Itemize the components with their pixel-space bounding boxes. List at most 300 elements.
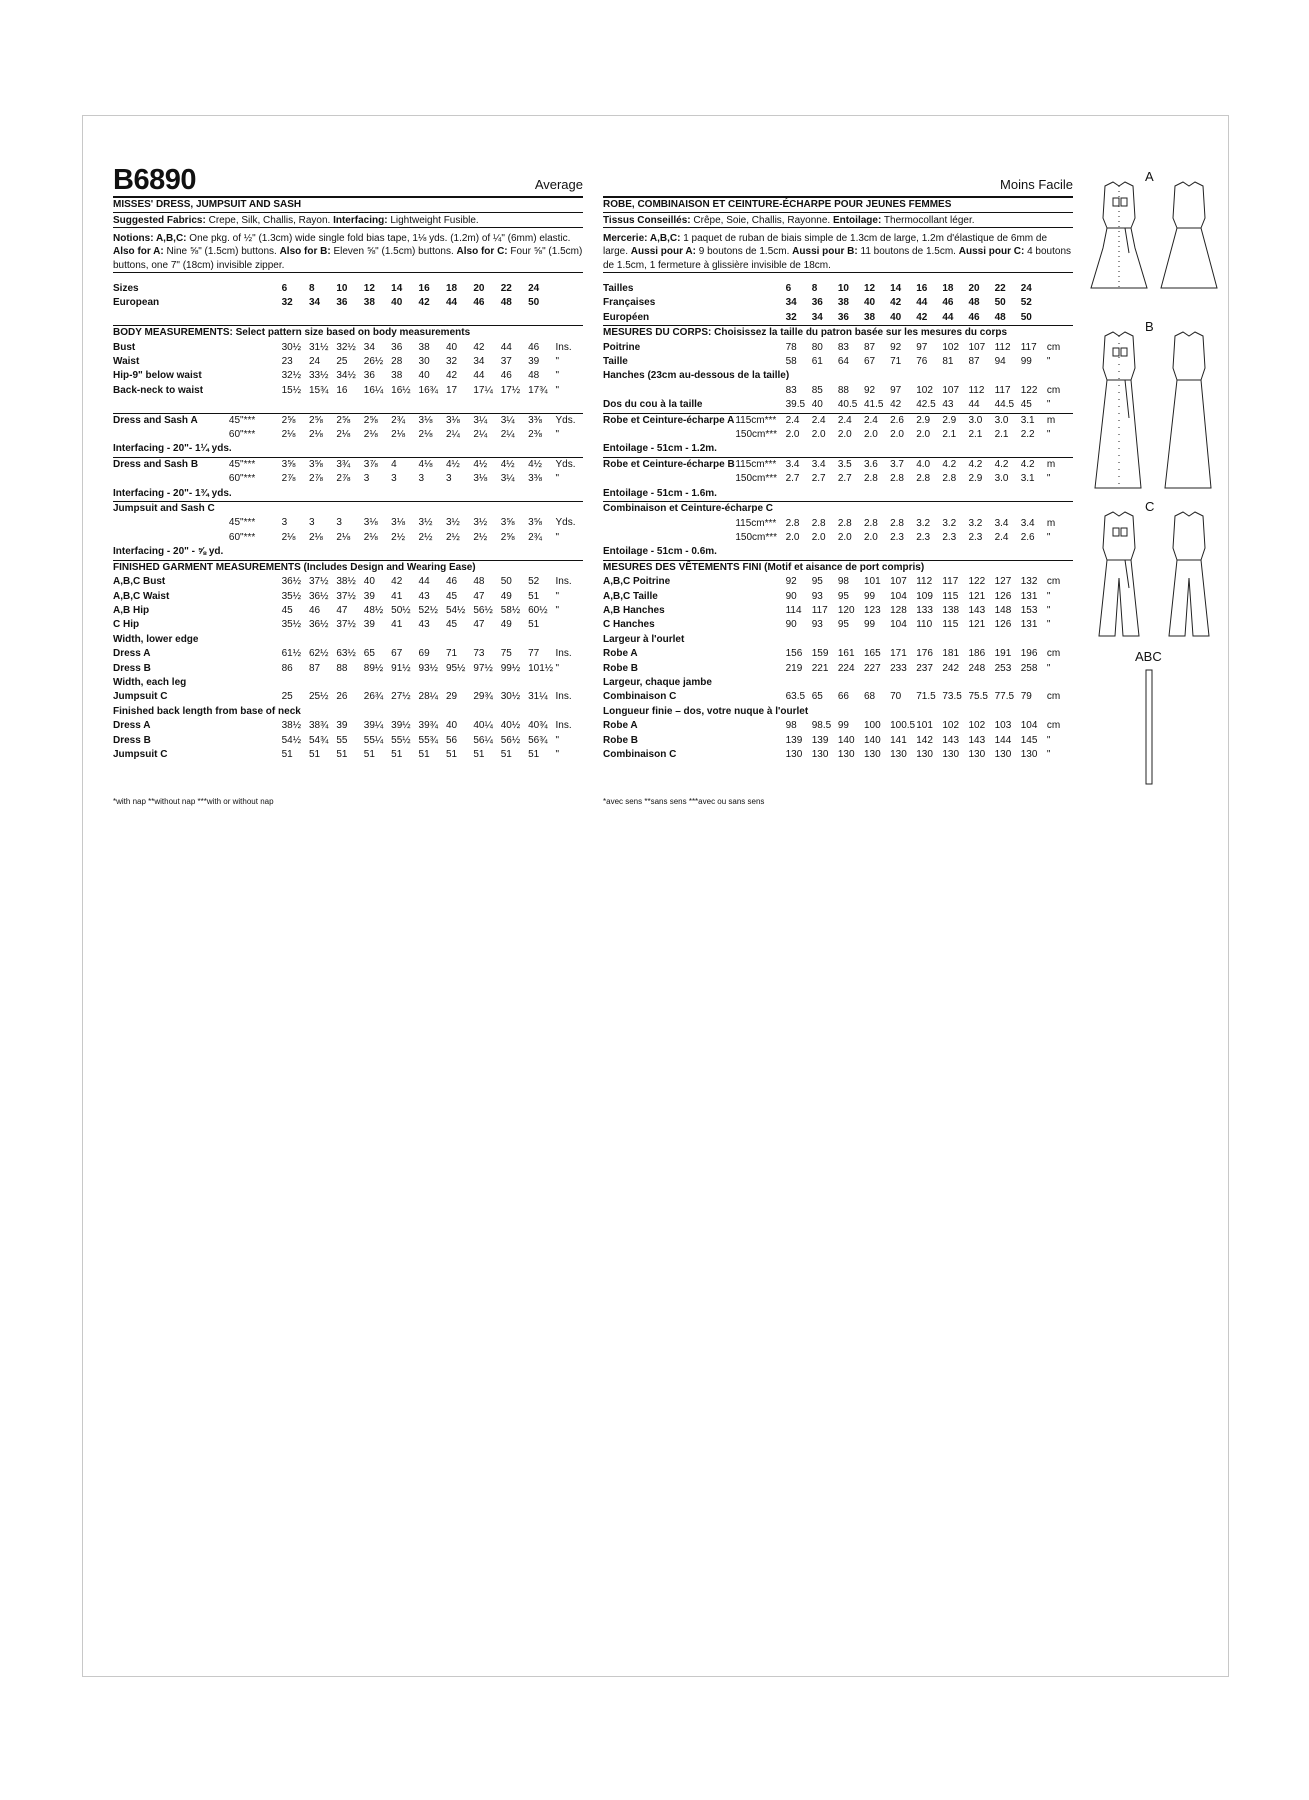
table-cell: 126 bbox=[994, 619, 1012, 631]
table-cell: 87 bbox=[863, 341, 876, 353]
table-cell: 10 bbox=[336, 283, 348, 294]
table-cell: 3 bbox=[336, 517, 342, 529]
table-row bbox=[603, 633, 1073, 647]
row-label: Jumpsuit C bbox=[113, 691, 168, 703]
table-cell: 88 bbox=[837, 384, 849, 396]
table-cell: 99 bbox=[837, 720, 849, 732]
row-unit: " bbox=[555, 473, 560, 485]
row-fabric-width bbox=[735, 341, 785, 355]
row-label: Dress A bbox=[113, 720, 151, 732]
row-unit: " bbox=[1046, 531, 1051, 543]
row-fabric-width bbox=[735, 282, 785, 296]
row-unit: cm bbox=[1046, 720, 1061, 732]
table-row bbox=[113, 369, 583, 383]
row-label: Dress and Sash A bbox=[113, 414, 198, 426]
table-cell: 2⅛ bbox=[391, 429, 406, 441]
table-cell: 49 bbox=[500, 619, 512, 631]
table-cell: 2.0 bbox=[811, 531, 826, 543]
row-fabric-width bbox=[735, 355, 785, 369]
table-row bbox=[113, 618, 583, 632]
table-cell: 38½ bbox=[336, 576, 356, 588]
table-cell: 4.2 bbox=[994, 458, 1009, 470]
table-cell: 58 bbox=[785, 356, 797, 368]
table-cell: 36 bbox=[336, 297, 348, 309]
row-unit: cm bbox=[1046, 648, 1061, 660]
table-cell: 43 bbox=[418, 590, 430, 602]
table-cell: 26½ bbox=[363, 356, 384, 368]
table-cell: 3.4 bbox=[785, 458, 800, 470]
table-cell: 2.0 bbox=[916, 429, 931, 441]
table-cell: 15½ bbox=[281, 384, 302, 396]
row-unit bbox=[556, 296, 584, 310]
row-label: FINISHED GARMENT MEASUREMENTS (Includes Design and Wearing Ease) bbox=[113, 561, 476, 573]
english-size-table bbox=[113, 282, 583, 762]
table-cell: 44 bbox=[500, 341, 512, 353]
english-also-c-text: Four ⅝" (1.5cm) buttons, one 7" (18cm) invisible zipper. bbox=[113, 246, 583, 271]
table-cell: 2⅞ bbox=[336, 473, 351, 485]
table-cell: 47 bbox=[473, 590, 485, 602]
row-label: Hip-9" below waist bbox=[113, 370, 202, 382]
table-cell: 94 bbox=[994, 356, 1006, 368]
table-row bbox=[113, 413, 583, 428]
table-cell: 73 bbox=[473, 648, 485, 660]
row-fabric-width bbox=[735, 647, 785, 661]
row-fabric-width bbox=[735, 748, 785, 762]
table-cell: 237 bbox=[916, 662, 933, 674]
table-cell: 52½ bbox=[418, 604, 439, 616]
table-cell: 67 bbox=[863, 356, 876, 368]
row-unit: Ins. bbox=[555, 720, 572, 732]
table-row bbox=[603, 545, 1073, 560]
table-row bbox=[603, 690, 1073, 704]
table-cell: 3⅝ bbox=[500, 517, 515, 529]
table-cell: 95 bbox=[837, 619, 849, 631]
table-cell: 3.1 bbox=[1020, 473, 1035, 485]
table-cell: 16 bbox=[336, 384, 348, 396]
table-cell: 64 bbox=[837, 356, 849, 368]
table-cell: 16 bbox=[418, 283, 430, 294]
table-cell: 3¾ bbox=[336, 458, 351, 470]
row-unit: " bbox=[1046, 473, 1051, 485]
row-unit: " bbox=[1046, 429, 1051, 441]
table-row bbox=[603, 705, 1073, 719]
table-cell: 2⅛ bbox=[281, 429, 296, 441]
row-unit bbox=[556, 282, 584, 296]
table-row bbox=[113, 604, 583, 618]
table-cell: 221 bbox=[811, 662, 829, 674]
table-cell: 51 bbox=[336, 748, 348, 760]
table-cell: 36 bbox=[837, 311, 849, 323]
row-fabric-width bbox=[735, 719, 785, 733]
table-cell: 2.8 bbox=[785, 517, 800, 529]
row-unit: " bbox=[555, 748, 560, 760]
row-label: Robe et Ceinture-écharpe A bbox=[603, 414, 735, 426]
row-label bbox=[603, 384, 735, 398]
table-cell: 77 bbox=[528, 648, 540, 660]
table-cell: 69 bbox=[418, 648, 430, 660]
table-cell: 2.0 bbox=[785, 531, 800, 543]
table-cell: 16¾ bbox=[418, 384, 439, 396]
table-cell: 126 bbox=[994, 590, 1012, 602]
row-label: Waist bbox=[113, 356, 140, 368]
table-cell: 55½ bbox=[391, 734, 411, 746]
table-cell: 32 bbox=[445, 356, 458, 368]
table-row bbox=[113, 326, 583, 341]
table-cell: 253 bbox=[994, 662, 1012, 674]
table-cell: 2.6 bbox=[890, 414, 904, 426]
sketch-label-c: C bbox=[1145, 499, 1155, 514]
table-cell: 37 bbox=[500, 356, 512, 368]
table-row bbox=[113, 545, 583, 560]
row-unit: " bbox=[1046, 734, 1051, 746]
table-cell: 2.6 bbox=[1020, 531, 1035, 543]
table-cell: 45 bbox=[281, 604, 293, 616]
table-cell: 148 bbox=[994, 604, 1012, 616]
table-cell: 2.8 bbox=[890, 473, 904, 485]
row-label bbox=[603, 517, 735, 531]
row-fabric-width: 60"*** bbox=[228, 531, 256, 543]
table-cell: 2.2 bbox=[1020, 429, 1035, 441]
table-row bbox=[603, 341, 1073, 355]
table-cell: 143 bbox=[968, 734, 986, 746]
row-label: Finished back length from base of neck bbox=[113, 705, 301, 717]
table-cell: 83 bbox=[785, 384, 797, 396]
table-cell: 54¾ bbox=[308, 734, 329, 746]
table-cell: 87 bbox=[308, 662, 321, 674]
table-cell: 56½ bbox=[473, 604, 493, 616]
row-unit: m bbox=[1046, 458, 1056, 470]
row-fabric-width bbox=[229, 690, 282, 704]
french-notions-label: Mercerie: A,B,C: bbox=[603, 233, 681, 244]
table-cell: 15¾ bbox=[308, 384, 329, 396]
table-cell: 2.3 bbox=[942, 531, 957, 543]
english-notions-text: One pkg. of ½" (1.3cm) wide single fold bias tape, 1⅛ yds. (1.2m) of ¼" (6mm) elastic. bbox=[189, 233, 571, 244]
table-cell: 165 bbox=[863, 648, 881, 660]
table-cell: 41.5 bbox=[863, 399, 884, 411]
table-cell: 48 bbox=[473, 576, 485, 588]
english-fabrics-label: Suggested Fabrics: bbox=[113, 215, 206, 226]
table-cell: 50½ bbox=[391, 604, 411, 616]
table-cell: 104 bbox=[890, 590, 907, 602]
table-row bbox=[113, 516, 583, 530]
french-also-c-text: 4 boutons de 1.5cm, 1 fermeture à glissière invisible de 18cm. bbox=[603, 246, 1072, 271]
table-cell: 114 bbox=[785, 604, 802, 616]
table-cell: 20 bbox=[968, 283, 980, 294]
table-row bbox=[113, 502, 583, 517]
row-unit: " bbox=[1046, 399, 1051, 411]
french-fabrics-label: Tissus Conseillés: bbox=[603, 215, 691, 226]
table-cell: 2⅛ bbox=[281, 531, 296, 543]
table-row bbox=[603, 604, 1073, 618]
table-cell: 143 bbox=[942, 734, 960, 746]
table-row bbox=[603, 487, 1073, 502]
table-cell: 34 bbox=[811, 311, 823, 323]
table-cell: 130 bbox=[994, 749, 1012, 760]
table-cell: 3.4 bbox=[811, 458, 826, 470]
table-cell: 40.5 bbox=[837, 399, 858, 411]
table-cell: 46 bbox=[500, 370, 512, 382]
table-cell: 45 bbox=[445, 619, 458, 631]
table-cell: 95 bbox=[811, 576, 823, 588]
table-row bbox=[113, 590, 583, 604]
row-label: BODY MEASUREMENTS: Select pattern size based on body measurements bbox=[113, 327, 471, 339]
table-row bbox=[603, 748, 1073, 762]
table-cell: 145 bbox=[1020, 734, 1038, 746]
table-cell: 2.7 bbox=[837, 473, 852, 485]
table-cell: 130 bbox=[863, 749, 881, 760]
table-cell: 79 bbox=[1020, 691, 1032, 703]
table-cell: 91½ bbox=[391, 662, 411, 674]
table-cell: 48 bbox=[994, 311, 1006, 323]
table-cell: 248 bbox=[968, 662, 986, 674]
row-label: Entoilage - 51cm - 1.6m. bbox=[603, 487, 717, 499]
table-cell: 40 bbox=[863, 297, 876, 309]
table-cell: 4.2 bbox=[968, 458, 983, 470]
table-cell: 100.5 bbox=[890, 720, 916, 732]
row-fabric-width bbox=[735, 590, 785, 604]
table-cell: 17½ bbox=[500, 384, 521, 396]
table-cell: 50 bbox=[1020, 311, 1032, 323]
table-cell: 26¾ bbox=[363, 691, 384, 703]
table-cell: 17¼ bbox=[473, 384, 493, 396]
table-cell: 32 bbox=[281, 297, 293, 309]
row-unit: " bbox=[555, 531, 560, 543]
table-cell: 89½ bbox=[363, 662, 384, 674]
row-label: A,B,C Poitrine bbox=[603, 576, 671, 588]
table-cell: 86 bbox=[281, 662, 293, 674]
table-row bbox=[113, 311, 583, 326]
table-cell: 40 bbox=[890, 311, 902, 323]
table-cell: 120 bbox=[837, 604, 855, 616]
table-cell: 12 bbox=[863, 283, 876, 294]
table-cell: 104 bbox=[890, 619, 907, 631]
table-cell: 71 bbox=[445, 648, 458, 660]
table-cell: 2.1 bbox=[968, 429, 983, 441]
table-cell: 131 bbox=[1020, 590, 1038, 602]
table-cell: 2⅝ bbox=[500, 531, 515, 543]
table-cell: 2.4 bbox=[837, 414, 852, 426]
table-cell: 3⅛ bbox=[445, 414, 460, 426]
table-cell: 54½ bbox=[281, 734, 302, 746]
table-cell: 2¼ bbox=[445, 429, 460, 441]
row-label: Françaises bbox=[603, 297, 656, 309]
table-cell: 3⅛ bbox=[473, 473, 488, 485]
english-header bbox=[113, 165, 583, 195]
table-cell: 98 bbox=[837, 576, 849, 588]
table-cell: 3 bbox=[445, 473, 452, 485]
table-cell: 30 bbox=[418, 356, 430, 368]
table-cell: 130 bbox=[837, 749, 855, 760]
table-cell: 40 bbox=[391, 297, 403, 309]
table-cell: 4½ bbox=[473, 458, 488, 470]
table-cell: 3.0 bbox=[994, 473, 1009, 485]
table-cell: 17 bbox=[445, 384, 458, 396]
french-also-c-label: Aussi pour C: bbox=[958, 246, 1025, 258]
row-unit: " bbox=[1046, 604, 1051, 616]
row-unit: cm bbox=[1046, 341, 1061, 353]
table-row bbox=[603, 428, 1073, 442]
row-label bbox=[113, 472, 229, 486]
table-cell: 61 bbox=[811, 356, 823, 368]
row-label: A,B Hip bbox=[113, 604, 150, 616]
table-cell: 24 bbox=[528, 283, 540, 294]
table-cell: 2.0 bbox=[785, 429, 800, 441]
table-cell: 42 bbox=[418, 297, 430, 309]
table-cell: 33½ bbox=[308, 370, 329, 382]
table-cell: 35½ bbox=[281, 619, 302, 631]
table-row bbox=[603, 282, 1073, 296]
table-cell: 34 bbox=[308, 297, 321, 309]
row-label: Sizes bbox=[113, 283, 139, 294]
row-label: Longueur finie – dos, votre nuque à l'ourlet bbox=[603, 705, 809, 717]
english-notions-label: Notions: A,B,C: bbox=[113, 233, 187, 244]
table-cell: 18 bbox=[445, 283, 458, 294]
row-fabric-width bbox=[229, 369, 282, 383]
table-cell: 62½ bbox=[308, 648, 329, 660]
row-fabric-width bbox=[229, 355, 282, 369]
table-cell: 2⅝ bbox=[336, 414, 351, 426]
table-cell: 2.9 bbox=[916, 414, 931, 426]
table-cell: 44.5 bbox=[994, 399, 1015, 411]
table-cell: 112 bbox=[916, 576, 933, 588]
table-cell: 36½ bbox=[308, 590, 329, 602]
table-cell: 2.0 bbox=[837, 429, 852, 441]
table-cell: 3½ bbox=[418, 517, 433, 529]
table-cell: 46 bbox=[308, 604, 321, 616]
table-cell: 73.5 bbox=[942, 691, 962, 703]
table-cell: 130 bbox=[1020, 749, 1038, 760]
table-cell: 3¼ bbox=[500, 414, 515, 426]
table-cell: 107 bbox=[942, 384, 960, 396]
french-size-table bbox=[603, 282, 1073, 762]
row-label: Interfacing - 20" - ⅝ yd. bbox=[113, 546, 224, 558]
table-cell: 32½ bbox=[336, 341, 356, 353]
table-cell: 42 bbox=[473, 341, 485, 353]
table-cell: 153 bbox=[1020, 604, 1038, 616]
dress-a-sketch bbox=[1085, 178, 1235, 293]
row-unit: Ins. bbox=[555, 691, 572, 703]
table-cell: 130 bbox=[968, 749, 986, 760]
table-cell: 98 bbox=[785, 720, 797, 732]
table-cell: 38½ bbox=[281, 720, 302, 732]
table-cell: 2⅝ bbox=[281, 414, 296, 426]
table-cell: 102 bbox=[942, 341, 960, 353]
table-cell: 103 bbox=[994, 720, 1012, 732]
row-label: Interfacing - 20"- 1¾ yds. bbox=[113, 487, 232, 499]
row-label: Poitrine bbox=[603, 341, 641, 353]
table-cell: 3.2 bbox=[942, 517, 957, 529]
table-cell: 117 bbox=[994, 384, 1011, 396]
table-cell: 58½ bbox=[500, 604, 521, 616]
row-label bbox=[603, 472, 735, 486]
table-cell: 29¾ bbox=[473, 691, 493, 703]
table-cell: 121 bbox=[968, 590, 986, 602]
table-cell: 85 bbox=[811, 384, 823, 396]
row-label: Entoilage - 51cm - 1.2m. bbox=[603, 443, 717, 455]
table-cell: 17¾ bbox=[528, 384, 548, 396]
row-unit: m bbox=[1046, 517, 1056, 529]
table-cell: 2.8 bbox=[942, 473, 957, 485]
table-cell: 65 bbox=[811, 691, 823, 703]
row-fabric-width: 45"*** bbox=[228, 414, 256, 426]
table-row bbox=[603, 734, 1073, 748]
table-cell: 38 bbox=[363, 297, 375, 309]
english-also-a-text: Nine ⅝" (1.5cm) buttons. bbox=[166, 246, 277, 258]
table-cell: 2⅛ bbox=[336, 429, 351, 441]
table-cell: 2.8 bbox=[811, 517, 826, 529]
table-cell: 109 bbox=[916, 590, 933, 602]
table-row bbox=[603, 575, 1073, 589]
row-label: A,B,C Waist bbox=[113, 590, 170, 602]
table-cell: 83 bbox=[837, 341, 849, 353]
table-cell: 176 bbox=[916, 648, 933, 660]
table-cell: 117 bbox=[811, 604, 828, 616]
row-unit: Yds. bbox=[555, 414, 576, 426]
row-label: MESURES DES VÊTEMENTS FINI (Motif et aisance de port compris) bbox=[603, 561, 925, 573]
row-fabric-width bbox=[229, 282, 282, 296]
table-row bbox=[603, 326, 1073, 341]
table-cell: 46 bbox=[968, 311, 980, 323]
french-title: ROBE, COMBINAISON ET CEINTURE-ÉCHARPE POUR JEUNES FEMMES bbox=[603, 196, 1073, 213]
table-cell: 44 bbox=[968, 399, 980, 411]
table-cell: 128 bbox=[890, 604, 907, 616]
table-cell: 41 bbox=[391, 619, 403, 631]
table-cell: 45 bbox=[445, 590, 458, 602]
table-cell: 39¾ bbox=[418, 720, 439, 732]
row-label: Dress B bbox=[113, 662, 151, 674]
table-cell: 107 bbox=[968, 341, 986, 353]
table-cell: 2⅛ bbox=[363, 531, 378, 543]
table-cell: 67 bbox=[391, 648, 403, 660]
table-cell: 3⅜ bbox=[528, 473, 543, 485]
table-cell: 4.2 bbox=[1020, 458, 1035, 470]
table-row bbox=[603, 296, 1073, 310]
row-label: Largeur, chaque jambe bbox=[603, 676, 712, 688]
table-cell: 3.5 bbox=[837, 458, 852, 470]
table-row bbox=[113, 296, 583, 310]
table-cell: 227 bbox=[863, 662, 881, 674]
table-cell: 3.0 bbox=[968, 414, 983, 426]
row-fabric-width: 115cm*** bbox=[735, 458, 777, 470]
table-cell: 36 bbox=[363, 370, 375, 382]
table-row bbox=[113, 560, 583, 575]
table-cell: 38 bbox=[863, 311, 876, 323]
table-cell: 41 bbox=[391, 590, 403, 602]
row-label: European bbox=[113, 297, 160, 309]
table-cell: 71.5 bbox=[916, 691, 936, 703]
row-label: Interfacing - 20"- 1¼ yds. bbox=[113, 443, 232, 455]
table-cell: 47 bbox=[336, 604, 348, 616]
table-cell: 51 bbox=[528, 748, 540, 760]
row-label: Robe B bbox=[603, 662, 638, 674]
table-cell: 2⅞ bbox=[281, 473, 296, 485]
table-cell: 2⅞ bbox=[308, 473, 323, 485]
row-unit: " bbox=[1046, 619, 1051, 631]
table-cell: 2.4 bbox=[994, 531, 1009, 543]
table-row bbox=[113, 457, 583, 472]
table-cell: 3.0 bbox=[994, 414, 1009, 426]
table-cell: 42 bbox=[916, 311, 928, 323]
row-unit bbox=[1047, 311, 1073, 326]
table-cell: 50 bbox=[528, 297, 540, 309]
table-cell: 42 bbox=[391, 576, 403, 588]
table-cell: 156 bbox=[785, 648, 803, 660]
row-label bbox=[113, 531, 229, 545]
table-cell: 2⅛ bbox=[308, 531, 323, 543]
table-row bbox=[113, 633, 583, 647]
french-interfacing-text: Thermocollant léger. bbox=[883, 215, 975, 226]
sketch-label-abc: ABC bbox=[1135, 649, 1162, 664]
